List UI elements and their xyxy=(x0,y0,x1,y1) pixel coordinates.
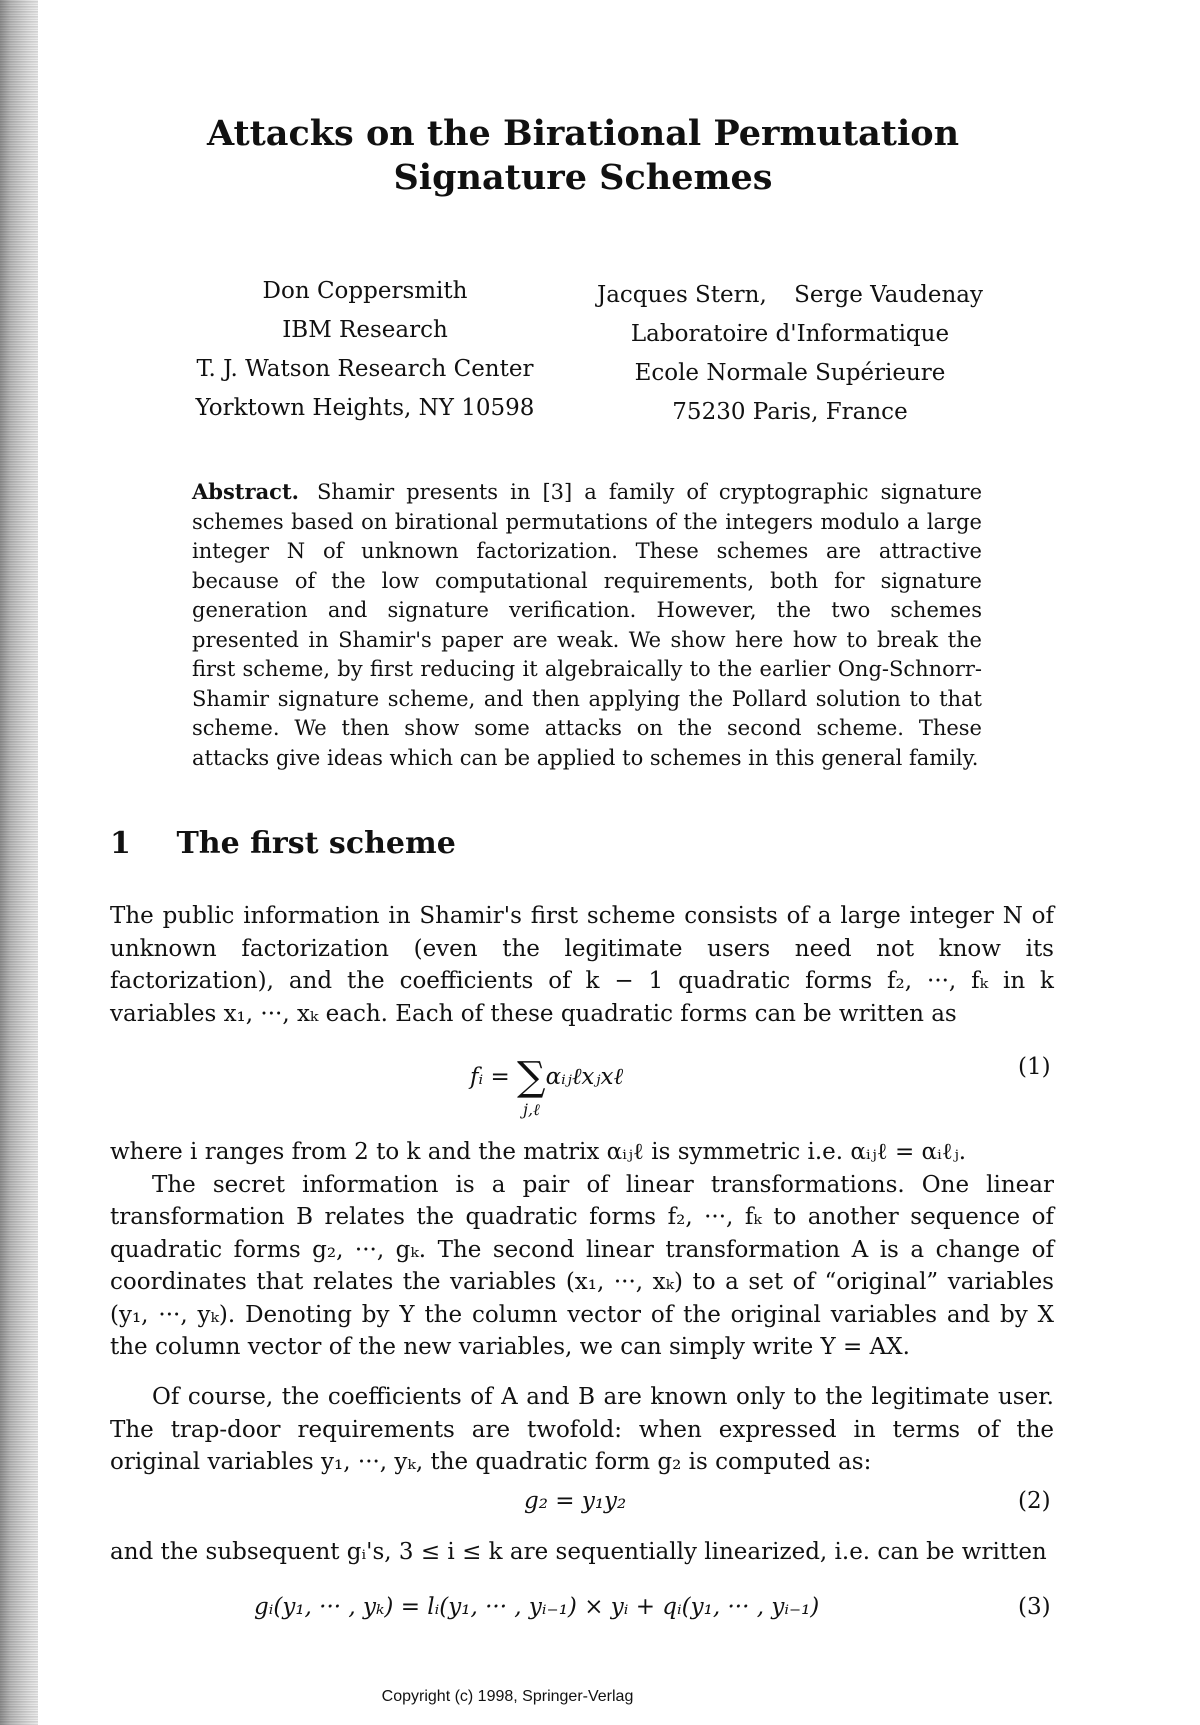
equation-expression: g₂ = y₁y₂ xyxy=(524,1488,627,1514)
author-affiliation: Laboratoire d'Informatique xyxy=(630,321,950,347)
author-block-right xyxy=(580,276,1000,432)
abstract-text: Shamir presents in [3] a family of cryptographic signature schemes based on birational permutations of the integers modulo a large integer N of unknown factorization. These schemes are attractive because of the low computational requirements, both for signature generation and signature verification. However, the two schemes presented in Shamir's paper are weak. We show here how to break the first scheme, by first reducing it algebraically to the earlier Ong-Schnorr-Shamir signature scheme, and then applying the Pollard solution to that scheme. We then show some attacks on the second scheme. These attacks give ideas which can be applied to schemes in this general family. xyxy=(192,480,982,770)
author-affiliation: T. J. Watson Research Center xyxy=(196,356,534,382)
paragraph-indented: The secret information is a pair of linear transformations. One linear transformation B relates the quadratic forms f₂, ···, fₖ to another sequence of quadratic forms g₂, ···, gₖ. The second linear transformation A is a change of coordinates that relates the variables (x₁, ···, xₖ) to a set of “original” variables (y₁, ···, yₖ). Denoting by Y the column vector of the original variables and by X the column vector of the new variables, we can simply write Y = AX. xyxy=(110,1171,1054,1360)
author-block-left xyxy=(180,272,550,428)
section-heading xyxy=(110,826,456,861)
author-affiliation: Ecole Normale Supérieure xyxy=(634,360,946,386)
author-affiliation: 75230 Paris, France xyxy=(672,399,908,425)
equation-number: (1) xyxy=(1018,1054,1051,1080)
paragraph xyxy=(110,1136,1054,1364)
paragraph: Of course, the coefficients of A and B are known only to the legitimate user. The trap-door requirements are twofold: when expressed in terms of the original variables y₁, ···, yₖ, the quadratic form g₂ is computed as: xyxy=(110,1384,1054,1475)
paragraph: The public information in Shamir's first scheme consists of a large integer N of unknown factorization (even the legitimate users need not know its factorization), and the coefficients of k − 1 quadratic forms f₂, ···, fₖ in k variables x₁, ···, xₖ each. Each of these quadratic forms can be written as xyxy=(110,903,1054,1027)
author-name: Don Coppersmith xyxy=(262,278,468,304)
section-title: The first scheme xyxy=(176,826,456,861)
author-affiliation: Yorktown Heights, NY 10598 xyxy=(195,395,535,421)
sum-index: j,ℓ xyxy=(523,1100,540,1119)
equation-number: (2) xyxy=(1018,1488,1051,1514)
summation xyxy=(517,1054,546,1119)
sigma-symbol: ∑ xyxy=(517,1054,546,1100)
author-name: Jacques Stern, xyxy=(596,282,767,308)
equation-number: (3) xyxy=(1018,1594,1051,1620)
title-line-1: Attacks on the Birational Permutation xyxy=(206,113,960,154)
equation-rhs: αᵢⱼℓxⱼxℓ xyxy=(545,1064,624,1090)
paragraph-line: where i ranges from 2 to k and the matrix αᵢⱼℓ is symmetric i.e. αᵢⱼℓ = αᵢℓⱼ. xyxy=(110,1139,967,1165)
paper-title xyxy=(0,112,1166,200)
title-line-2: Signature Schemes xyxy=(393,157,773,198)
equation-expression xyxy=(470,1054,624,1119)
section-number: 1 xyxy=(110,826,131,861)
abstract xyxy=(192,477,982,773)
copyright-footer: Copyright (c) 1998, Springer-Verlag xyxy=(381,1688,634,1705)
author-names xyxy=(580,276,1000,315)
equation-expression: gᵢ(y₁, ··· , yₖ) = lᵢ(y₁, ··· , yᵢ₋₁) × yᵢ + qᵢ(y₁, ··· , yᵢ₋₁) xyxy=(254,1594,820,1620)
equation-lhs: fᵢ = xyxy=(470,1064,518,1090)
author-affiliation: IBM Research xyxy=(282,317,448,343)
author-name: Serge Vaudenay xyxy=(794,282,983,308)
paragraph: and the subsequent gᵢ's, 3 ≤ i ≤ k are sequentially linearized, i.e. can be written xyxy=(110,1539,1047,1565)
abstract-label: Abstract. xyxy=(192,479,299,504)
